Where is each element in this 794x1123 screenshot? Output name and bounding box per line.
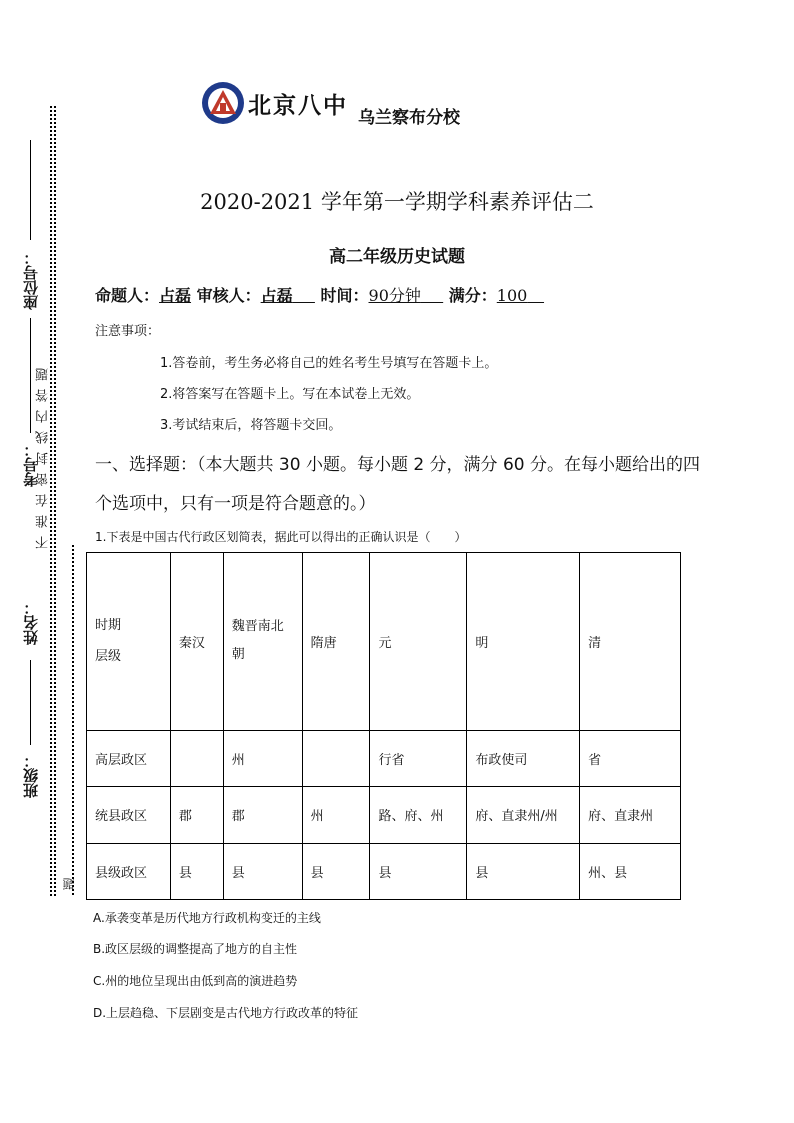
table-header-cell: 明	[467, 553, 580, 731]
table-header-cell: 清	[580, 553, 681, 731]
subject-title: 高二年级历史试题	[329, 247, 465, 267]
time-label: 时间：	[320, 286, 369, 305]
table-cell: 布政使司	[467, 730, 580, 786]
class-blank	[30, 700, 31, 745]
table-row	[87, 843, 681, 899]
score-value: 100	[496, 286, 528, 305]
table-cell: 县	[223, 843, 302, 899]
table-cell: 府、直隶州/州	[467, 787, 580, 843]
section-title: 一、选择题：	[95, 455, 197, 475]
branch-name: 乌兰察布分校	[358, 108, 460, 128]
reviewer-value: 占磊	[260, 286, 293, 305]
row-label: 县级政区	[87, 843, 171, 899]
option-c: C.州的地位呈现出由低到高的演进趋势	[93, 974, 298, 988]
table-cell: 路、府、州	[370, 787, 467, 843]
exam-number-label: 考号：	[22, 442, 40, 487]
note-item: 2.将答案写在答题卡上。写在本试卷上无效。	[160, 387, 420, 402]
school-logo-icon	[201, 81, 245, 125]
note-item: 1.答卷前，考生务必将自己的姓名考生号填写在答题卡上。	[160, 356, 498, 371]
author-value: 占磊	[159, 286, 192, 305]
table-cell: 州	[223, 730, 302, 786]
table-row	[87, 787, 681, 843]
corner-bottom: 层级	[95, 649, 122, 665]
admin-division-table	[86, 552, 681, 900]
section-description: （本大题共 30 小题。每小题 2 分，满分 60 分。在每小题给出的四个选项中，只有一项是符合题意的。）	[95, 455, 701, 514]
table-header-cell: 魏晋南北朝	[223, 553, 302, 731]
seat-number-label: 座位号：	[22, 250, 40, 310]
author-label: 命题人：	[95, 286, 160, 305]
seal-warning: 不准在密封线内答题	[36, 360, 51, 549]
table-cell: 行省	[370, 730, 467, 786]
table-cell: 县	[467, 843, 580, 899]
row-label: 高层政区	[87, 730, 171, 786]
note-item: 3.考试结束后，将答题卡交回。	[160, 418, 342, 433]
school-name: 北京八中	[248, 92, 348, 119]
score-label: 满分：	[448, 286, 497, 305]
table-cell: 府、直隶州	[580, 787, 681, 843]
option-a: A.承袭变革是历代地方行政机构变迁的主线	[93, 911, 321, 925]
table-header-cell: 元	[370, 553, 467, 731]
table-header-cell: 隋唐	[302, 553, 370, 731]
table-cell: 郡	[170, 787, 223, 843]
table-cell	[302, 730, 370, 786]
exam-title: 2020-2021 学年第一学期学科素养评估二	[200, 190, 594, 214]
table-cell: 县	[170, 843, 223, 899]
class-label: 班级：	[22, 753, 40, 798]
table-corner-cell	[87, 553, 171, 731]
table-cell: 州	[302, 787, 370, 843]
table-cell: 州、县	[580, 843, 681, 899]
option-d: D.上层趋稳、下层剧变是古代地方行政改革的特征	[93, 1006, 359, 1020]
seal-line	[54, 106, 56, 896]
table-cell: 郡	[223, 787, 302, 843]
time-value: 90分钟	[368, 286, 421, 305]
table-cell	[170, 730, 223, 786]
seal-line	[72, 545, 74, 895]
corner-top: 时期	[95, 618, 122, 634]
notes-title: 注意事项：	[95, 324, 161, 339]
table-cell: 县	[370, 843, 467, 899]
name-label: 姓名：	[22, 600, 40, 645]
seat-number-blank	[30, 140, 31, 240]
exam-meta	[95, 283, 544, 306]
reviewer-label: 审核人：	[196, 286, 261, 305]
table-cell: 县	[302, 843, 370, 899]
exam-number-blank	[30, 318, 31, 433]
option-b: B.政区层级的调整提高了地方的自主性	[93, 942, 298, 956]
table-header-row	[87, 553, 681, 731]
seal-warning-tail: 题	[62, 878, 76, 890]
row-label: 统县政区	[87, 787, 171, 843]
table-header-cell: 秦汉	[170, 553, 223, 731]
table-row	[87, 730, 681, 786]
table-cell: 省	[580, 730, 681, 786]
question-stem: 1.下表是中国古代行政区划简表，据此可以得出的正确认识是（ ）	[95, 530, 467, 544]
section-heading	[95, 446, 715, 524]
